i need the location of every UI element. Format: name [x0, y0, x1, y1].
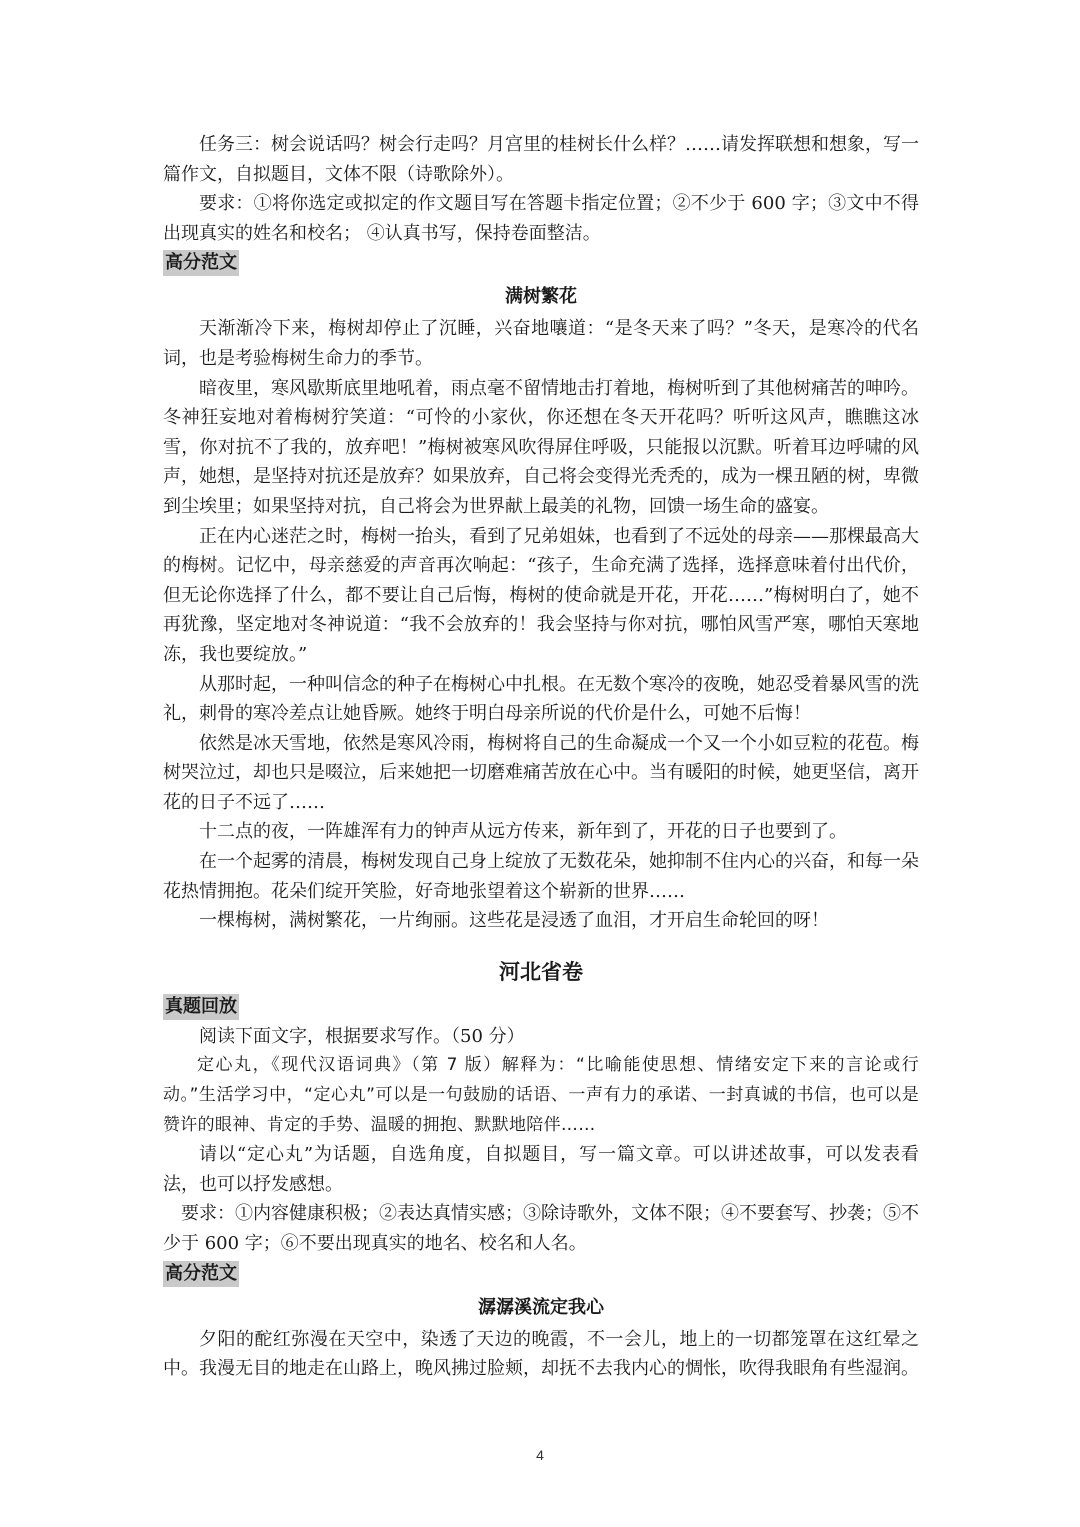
- exam-topic: 请以“定心丸”为话题，自选角度，自拟题目，写一篇文章。可以讲述故事，可以发表看法，也可以抒发感想。: [163, 1144, 919, 1195]
- essay-title: 满树繁花: [505, 286, 577, 308]
- essay-paragraph: 夕阳的酡红弥漫在天空中，染透了天边的晚霞，不一会儿，地上的一切都笼罩在这红晕之中。我漫无目的地走在山路上，晚风拂过脸颊，却抚不去我内心的惆怅，吹得我眼角有些湿润。: [163, 1328, 919, 1380]
- essay-paragraph: 十二点的夜，一阵雄浑有力的钟声从远方传来，新年到了，开花的日子也要到了。: [199, 821, 847, 843]
- model-essay-tag: [163, 1259, 919, 1289]
- essay-paragraph: 在一个起雾的清晨，梅树发现自己身上绽放了无数花朵，她抑制不住内心的兴奋，和每一朵花热情拥抱。花朵们绽开笑脸，好奇地张望着这个崭新的世界……: [163, 851, 919, 902]
- exam-review-tag: [163, 992, 919, 1022]
- document-page: [163, 130, 919, 1384]
- essay-paragraph: 依然是冰天雪地，依然是寒风冷雨，梅树将自己的生命凝成一个又一个小如豆粒的花苞。梅树哭泣过，却也只是啜泣，后来她把一切磨难痛苦放在心中。当有暖阳的时候，她更坚信，离开花的日子不远了……: [163, 732, 919, 813]
- task3-prompt: 任务三：树会说话吗？树会行走吗？月宫里的桂树长什么样？……请发挥联想和想象，写一篇作文，自拟题目，文体不限（诗歌除外）。: [163, 134, 919, 185]
- essay-paragraph: 正在内心迷茫之时，梅树一抬头，看到了兄弟姐妹，也看到了不远处的母亲——那棵最高大的梅树。记忆中，母亲慈爱的声音再次响起：“孩子，生命充满了选择，选择意味着付出代价，但无论你选择了什么，都不要让自己后悔，梅树的使命就是开花，开花……”梅树明白了，她不再犹豫，坚定地对冬神说道：“我不会放弃的！我会坚持与你对抗，哪怕风雪严寒，哪怕天寒地冻，我也要绽放。”: [163, 525, 919, 665]
- tag-label: 高分范文: [163, 250, 239, 276]
- essay-paragraph: 天渐渐冷下来，梅树却停止了沉睡，兴奋地嚷道：“是冬天来了吗？”冬天，是寒冷的代名词，也是考验梅树生命力的季节。: [163, 318, 919, 369]
- essay-paragraph: 从那时起，一种叫信念的种子在梅树心中扎根。在无数个寒冷的夜晚，她忍受着暴风雪的洗礼，刺骨的寒冷差点让她昏厥。她终于明白母亲所说的代价是什么，可她不后悔！: [163, 673, 919, 725]
- essay-title: 潺潺溪流定我心: [478, 1296, 604, 1318]
- task3-requirements: 要求：①将你选定或拟定的作文题目写在答题卡指定位置；②不少于 600 字；③文中不得出现真实的姓名和校名； ④认真书写，保持卷面整洁。: [163, 193, 919, 244]
- essay-paragraph: 一棵梅树，满树繁花，一片绚丽。这些花是浸透了血泪，才开启生命轮回的呀！: [199, 910, 829, 932]
- section-title: 河北省卷: [499, 959, 583, 984]
- tag-label: 真题回放: [163, 994, 239, 1020]
- model-essay-tag: [163, 248, 919, 278]
- exam-instruction: 阅读下面文字，根据要求写作。（50 分）: [199, 1025, 525, 1047]
- essay-paragraph: 暗夜里，寒风歇斯底里地吼着，雨点毫不留情地击打着地，梅树听到了其他树痛苦的呻吟。冬神狂妄地对着梅树狞笑道：“可怜的小家伙，你还想在冬天开花吗？听听这风声，瞧瞧这冰雪，你对抗不了我的，放弃吧！”梅树被寒风吹得屏住呼吸，只能报以沉默。听着耳边呼啸的风声，她想，是坚持对抗还是放弃？如果放弃，自己将会变得光秃秃的，成为一棵丑陋的树，卑微到尘埃里；如果坚持对抗，自己将会为世界献上最美的礼物，回馈一场生命的盛宴。: [163, 377, 919, 517]
- exam-requirements: 要求：①内容健康积极；②表达真情实感；③除诗歌外，文体不限；④不要套写、抄袭；⑤不少于 600 字；⑥不要出现真实的地名、校名和人名。: [163, 1203, 919, 1254]
- exam-material: 定心丸，《现代汉语词典》（第 7 版）解释为：“比喻能使思想、情绪安定下来的言论或行动。”生活学习中，“定心丸”可以是一句鼓励的话语、一声有力的承诺、一封真诚的书信，也可以是赞许的眼神、肯定的手势、温暖的拥抱、默默地陪伴……: [163, 1055, 919, 1135]
- page-number: 4: [536, 1447, 544, 1463]
- tag-label: 高分范文: [163, 1261, 239, 1287]
